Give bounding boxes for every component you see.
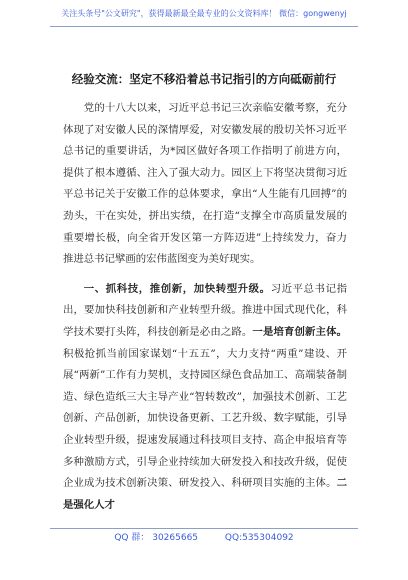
- body-paragraph: [63, 98, 347, 271]
- page-header: 关注头条号"公文研究"，获得最新最全最专业的公文资料库！ 微信：gongwenyj: [61, 9, 347, 18]
- footer-qq-contact: QQ:535304092: [224, 533, 294, 543]
- bold-heading-text: 一是培育创新主体。: [252, 325, 347, 338]
- footer-divider: [50, 528, 358, 529]
- bold-heading-text: 一、抓科技，推创新，加快转型升级。: [83, 282, 271, 295]
- paragraph-text: 积极抢抓当前国家谋划“十五五”，大力支持“两重”建设、开展“两新”工作有力契机，支持园区绿色食品加工、高端装备制造、绿色造纸三大主导产业“智转数改”，加强技术创新、工艺创新、产品创新，加快设备更新、工艺升级、数字赋能，引导企业转型升级，提速发展通过科技项目支持、高企申报培育等多种激励方式，引导企业持续加大研发投入和技改升级，促使企业成为技术创新决策、研发投入、科研项目实施的主体。: [63, 347, 347, 490]
- footer-qq-group: QQ 群： 30265665: [114, 533, 199, 543]
- bold-heading-text: 二是强化人才: [63, 477, 347, 511]
- body-paragraph: [63, 279, 347, 517]
- document-title: 经验交流：坚定不移沿着总书记指引的方向砥砺前行: [71, 72, 337, 86]
- paragraph-text: 党的十八大以来，习近平总书记三次亲临安徽考察，充分体现了对安徽人民的深情厚爱，对安徽发展的殷切关怀习近平总书记的重要讲话，为*园区做好各项工作指明了前进方向，提供了根本遵循、注入了强大动力。园区上下将坚决贯彻习近平总书记关于安徽工作的总体要求，拿出“人生能有几回搏”的劲头，干在实处，拼出实绩，在打造“支撑全市高质量发展的重要增长极，向全省开发区第一方阵迈进”上持续发力，奋力推进总书记擘画的宏伟蓝图变为美好现实。: [63, 102, 347, 266]
- page-footer: [0, 532, 408, 544]
- header-divider: [50, 26, 358, 27]
- paragraph-text: 习近平总书记指出，要加快科技创新和产业转型升级。推进中国式现代化，科学技术要打头阵，科技创新是必由之路。: [63, 282, 348, 338]
- document-body: [63, 98, 347, 516]
